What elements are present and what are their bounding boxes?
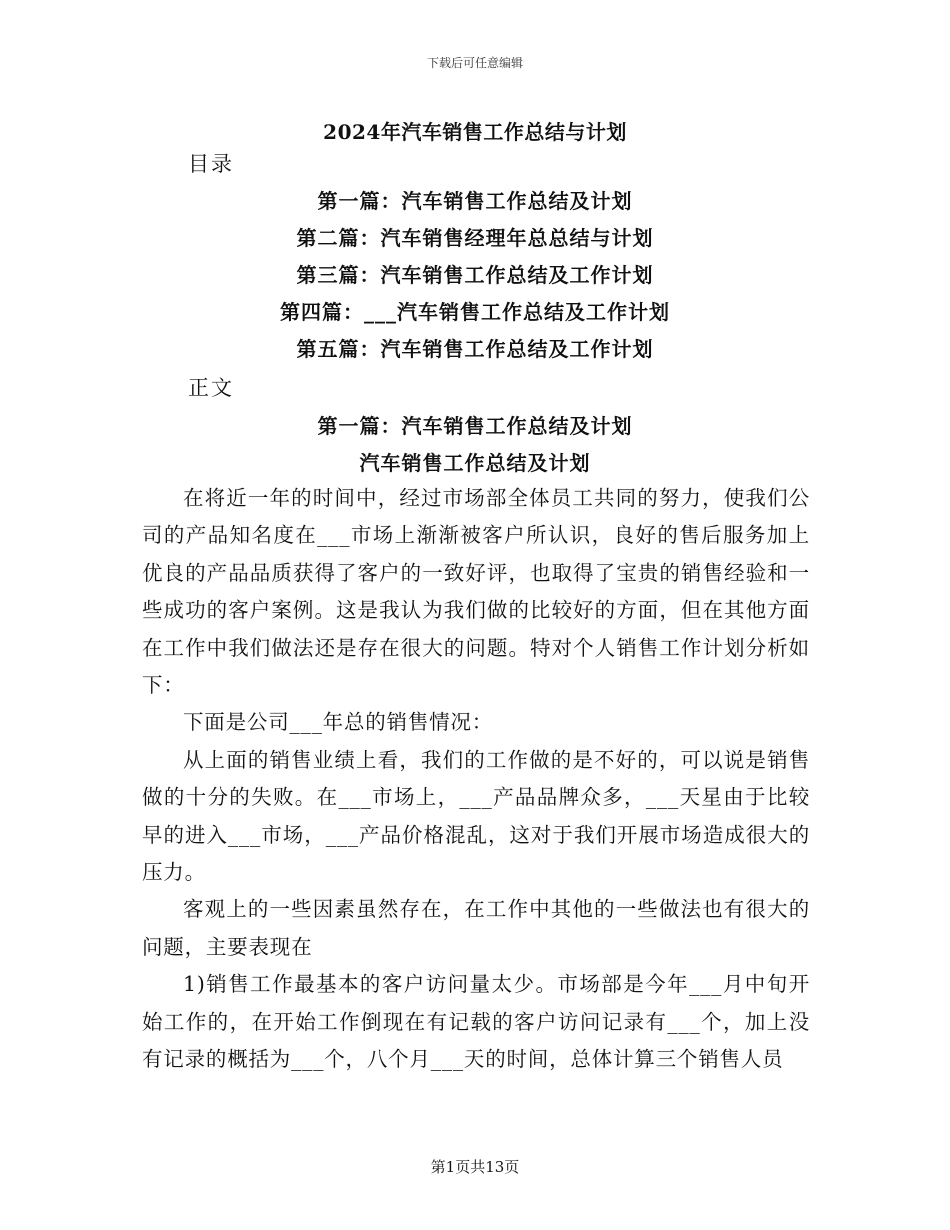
paragraph: 下面是公司___年总的销售情况：: [183, 710, 494, 735]
paragraph: 在将近一年的时间中，经过市场部全体员工共同的努力，使我们公司的产品知名度在___市场上渐渐被客户所认识，良好的售后服务加上优良的产品品质获得了客户的一致好评，也取得了宝贵的销售经验和一些成功的客户案例。这是我认为我们做的比较好的方面，但在其他方面在工作中我们做法还是存在很大的问题。特对个人销售工作计划分析如下：: [142, 486, 810, 698]
paragraph: 1)销售工作最基本的客户访问量太少。市场部是今年___月中旬开始工作的，在开始工作倒现在有记载的客户访问记录有___个，加上没有记录的概括为___个，八个月___天的时间，总体计算三个销售人员: [142, 972, 810, 1072]
part-heading: 第一篇：汽车销售工作总结及计划: [317, 414, 633, 438]
toc-label: 目录: [188, 152, 234, 176]
body-label: 正文: [188, 376, 234, 400]
paragraph: 客观上的一些因素虽然存在，在工作中其他的一些做法也有很大的问题，主要表现在: [142, 897, 810, 959]
table-of-contents: [0, 183, 950, 368]
page-footer: 第1页共13页: [430, 1158, 520, 1176]
toc-item: 第三篇：汽车销售工作总结及工作计划: [296, 263, 654, 287]
article-body: [142, 480, 810, 1079]
toc-item: 第二篇：汽车销售经理年总总结与计划: [296, 226, 654, 250]
article-title: 汽车销售工作总结及计划: [359, 451, 591, 475]
document-title: 2024年汽车销售工作总结与计划: [323, 120, 627, 144]
toc-item: 第五篇：汽车销售工作总结及工作计划: [296, 337, 654, 361]
header-note: 下载后可任意编辑: [426, 56, 523, 70]
toc-item: 第四篇：___汽车销售工作总结及工作计划: [280, 300, 670, 324]
toc-item: 第一篇：汽车销售工作总结及计划: [317, 189, 633, 213]
paragraph: 从上面的销售业绩上看，我们的工作做的是不好的，可以说是销售做的十分的失败。在___市场上，___产品品牌众多，___天星由于比较早的进入___市场，___产品价格混乱，这对于我们开展市场造成很大的压力。: [142, 747, 810, 885]
